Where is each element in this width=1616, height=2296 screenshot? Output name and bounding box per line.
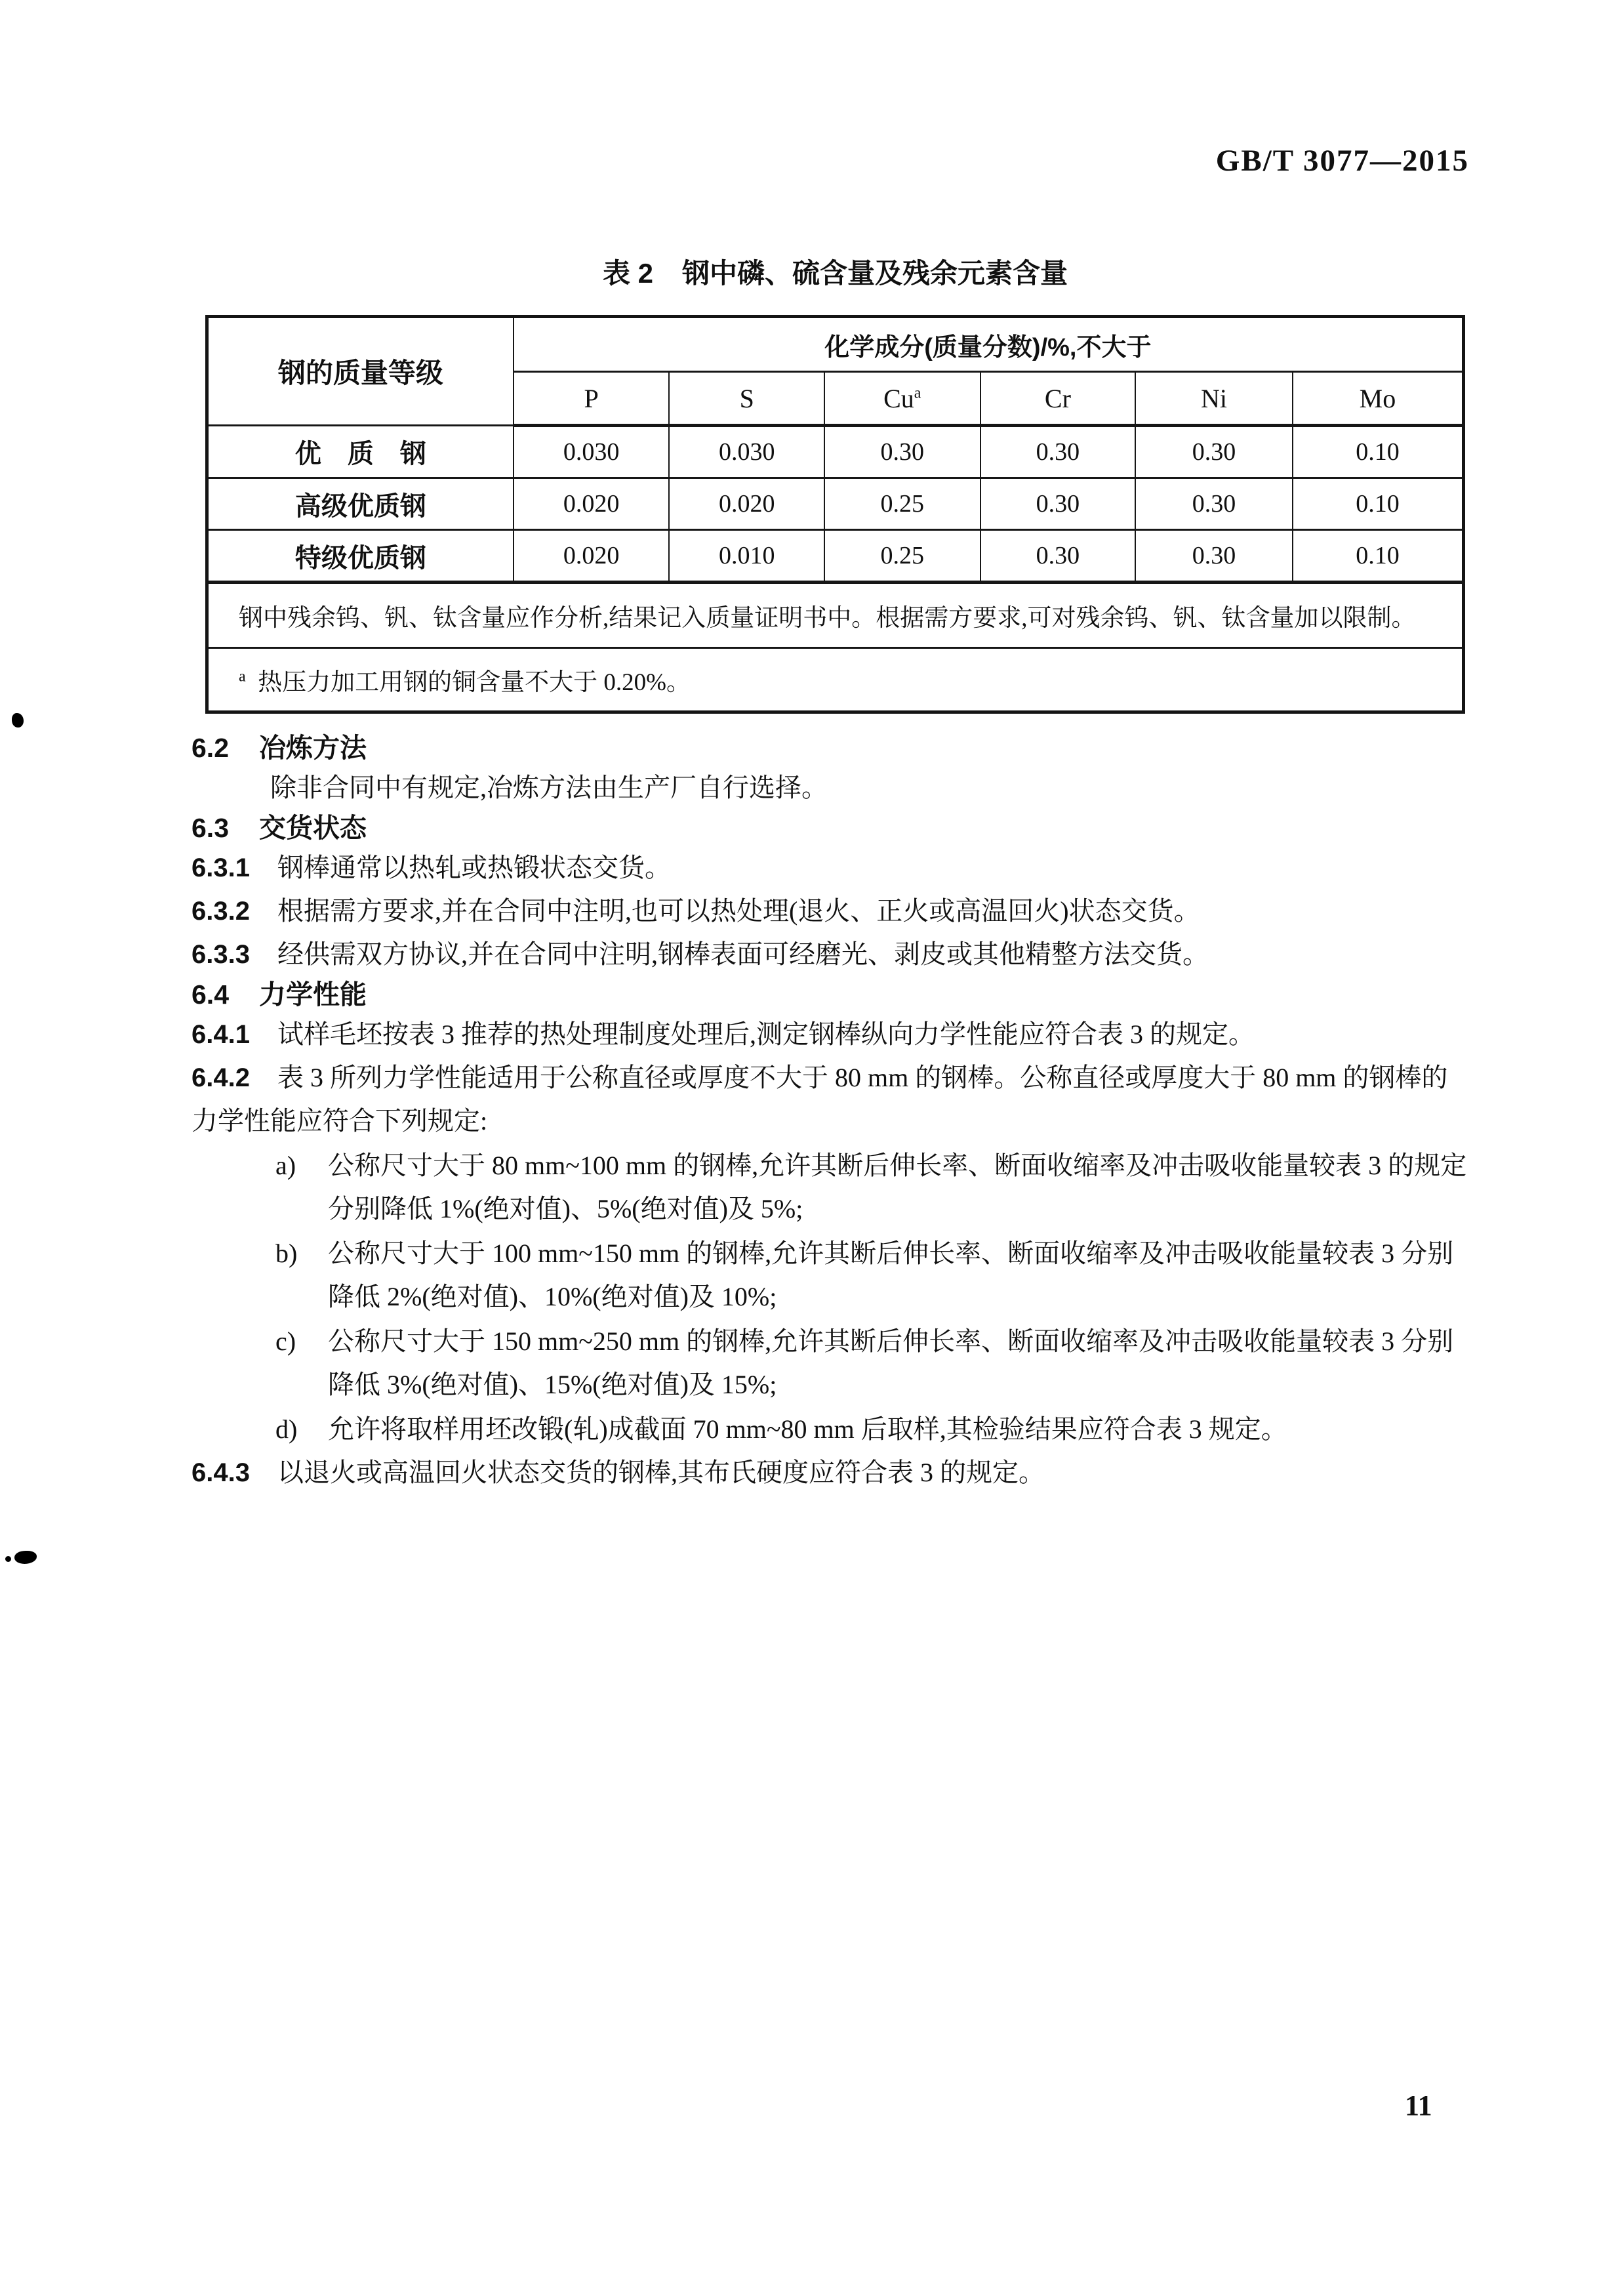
table-row (207, 530, 1464, 583)
clause-number: 6.4.1 (192, 1020, 250, 1049)
grade-cell: 高级优质钢 (207, 478, 514, 530)
list-item-a (192, 1144, 1469, 1231)
element-header-p: P (514, 372, 670, 426)
clause-number: 6.4.2 (192, 1063, 250, 1092)
value-cell: 0.10 (1293, 478, 1464, 530)
section-heading-6-2 (192, 729, 1469, 766)
section-title: 交货状态 (259, 813, 367, 843)
value-cell: 0.30 (824, 426, 980, 478)
element-header-ni: Ni (1135, 372, 1293, 426)
paragraph-6-2: 除非合同中有规定,冶炼方法由生产厂自行选择。 (270, 773, 828, 802)
value-cell: 0.010 (669, 530, 824, 583)
value-cell: 0.30 (980, 426, 1136, 478)
section-title: 力学性能 (259, 979, 367, 1010)
list-item-label: a) (275, 1151, 296, 1180)
grade-cell: 特级优质钢 (207, 530, 514, 583)
section-title: 冶炼方法 (259, 733, 367, 763)
section-heading-6-4 (192, 976, 1469, 1013)
section-number: 6.4 (192, 979, 229, 1010)
clause-text: 试样毛坯按表 3 推荐的热处理制度处理后,测定钢棒纵向力学性能应符合表 3 的规定。 (277, 1019, 1255, 1049)
clause-text: 经供需双方协议,并在合同中注明,钢棒表面可经磨光、剥皮或其他精整方法交货。 (277, 939, 1209, 969)
value-cell: 0.030 (514, 426, 670, 478)
page-number: 11 (1405, 2089, 1432, 2122)
clause-6-4-2 (192, 1056, 1469, 1143)
value-cell: 0.30 (1135, 530, 1293, 583)
value-cell: 0.10 (1293, 426, 1464, 478)
value-cell: 0.25 (824, 530, 980, 583)
scan-speck (14, 1551, 37, 1564)
list-item-text: 允许将取样用坯改锻(轧)成截面 70 mm~80 mm 后取样,其检验结果应符合表 3 规定。 (328, 1414, 1287, 1444)
section-number: 6.2 (192, 733, 229, 763)
table-title (205, 252, 1465, 291)
standard-code: GB/T 3077—2015 (1215, 144, 1469, 178)
list-item-text: 公称尺寸大于 80 mm~100 mm 的钢棒,允许其断后伸长率、断面收缩率及冲击吸收能量较表 3 的规定分别降低 1%(绝对值)、5%(绝对值)及 5%; (328, 1151, 1467, 1223)
clause-6-4-3 (192, 1451, 1469, 1494)
clause-text: 根据需方要求,并在合同中注明,也可以热处理(退火、正火或高温回火)状态交货。 (277, 896, 1200, 926)
list-item-text: 公称尺寸大于 100 mm~150 mm 的钢棒,允许其断后伸长率、断面收缩率及冲击吸收能量较表 3 分别降低 2%(绝对值)、10%(绝对值)及 10%; (328, 1239, 1454, 1311)
value-cell: 0.020 (669, 478, 824, 530)
composition-span-header-cell: 化学成分(质量分数)/%,不大于 (514, 317, 1464, 372)
body-content (192, 729, 1469, 1494)
clause-6-4-1 (192, 1013, 1469, 1056)
clause-6-3-2 (192, 890, 1469, 933)
table-row (207, 478, 1464, 530)
table-footnote (207, 648, 1464, 712)
table-footnote-row (207, 648, 1464, 712)
element-header-cr: Cr (980, 372, 1136, 426)
list-item-text: 公称尺寸大于 150 mm~250 mm 的钢棒,允许其断后伸长率、断面收缩率及冲击吸收能量较表 3 分别降低 3%(绝对值)、15%(绝对值)及 15%; (328, 1326, 1454, 1399)
clause-number: 6.3.2 (192, 897, 250, 926)
clause-text: 以退火或高温回火状态交货的钢棒,其布氏硬度应符合表 3 的规定。 (277, 1458, 1045, 1487)
clause-text: 钢棒通常以热轧或热锻状态交货。 (277, 853, 671, 882)
list-item-c (192, 1320, 1469, 1406)
footnote-text: 热压力加工用钢的铜含量不大于 0.20%。 (258, 669, 691, 696)
table-header-row-1 (207, 317, 1464, 372)
quality-grade-header-cell: 钢的质量等级 (207, 317, 514, 426)
value-cell: 0.10 (1293, 530, 1464, 583)
table-title-text: 钢中磷、硫含量及残余元素含量 (682, 258, 1068, 289)
element-header-mo: Mo (1293, 372, 1464, 426)
grade-cell: 优 质 钢 (207, 426, 514, 478)
list-item-b (192, 1232, 1469, 1319)
list-item-label: b) (275, 1239, 298, 1268)
value-cell: 0.020 (514, 530, 670, 583)
table-note: 钢中残余钨、钒、钛含量应作分析,结果记入质量证明书中。根据需方要求,可对残余钨、钒、钛含量加以限制。 (207, 583, 1464, 648)
clause-6-3-1 (192, 846, 1469, 890)
clause-number: 6.4.3 (192, 1458, 250, 1487)
value-cell: 0.30 (980, 530, 1136, 583)
element-header-s: S (669, 372, 824, 426)
cu-footnote-marker: a (914, 384, 921, 402)
table-note-row (207, 583, 1464, 648)
value-cell: 0.030 (669, 426, 824, 478)
value-cell: 0.30 (1135, 426, 1293, 478)
section-heading-6-3 (192, 810, 1469, 846)
composition-table (205, 315, 1465, 714)
value-cell: 0.25 (824, 478, 980, 530)
section-number: 6.3 (192, 813, 229, 843)
clause-number: 6.3.1 (192, 853, 250, 882)
value-cell: 0.30 (980, 478, 1136, 530)
element-header-cu (824, 372, 980, 426)
list-item-label: c) (275, 1326, 296, 1356)
table-title-label: 表 2 (602, 258, 653, 289)
list-item-label: d) (275, 1414, 298, 1444)
clause-number: 6.3.3 (192, 940, 250, 969)
clause-text: 表 3 所列力学性能适用于公称直径或厚度不大于 80 mm 的钢棒。公称直径或厚度大于 80 mm 的钢棒的力学性能应符合下列规定: (192, 1063, 1448, 1136)
table-row (207, 426, 1464, 478)
footnote-marker: a (239, 668, 246, 686)
clause-6-3-3 (192, 933, 1469, 976)
value-cell: 0.020 (514, 478, 670, 530)
element-header-cu-text: Cu (883, 383, 914, 413)
value-cell: 0.30 (1135, 478, 1293, 530)
list-item-d (192, 1408, 1469, 1451)
scan-speck (5, 1556, 11, 1562)
scan-speck (12, 713, 24, 728)
